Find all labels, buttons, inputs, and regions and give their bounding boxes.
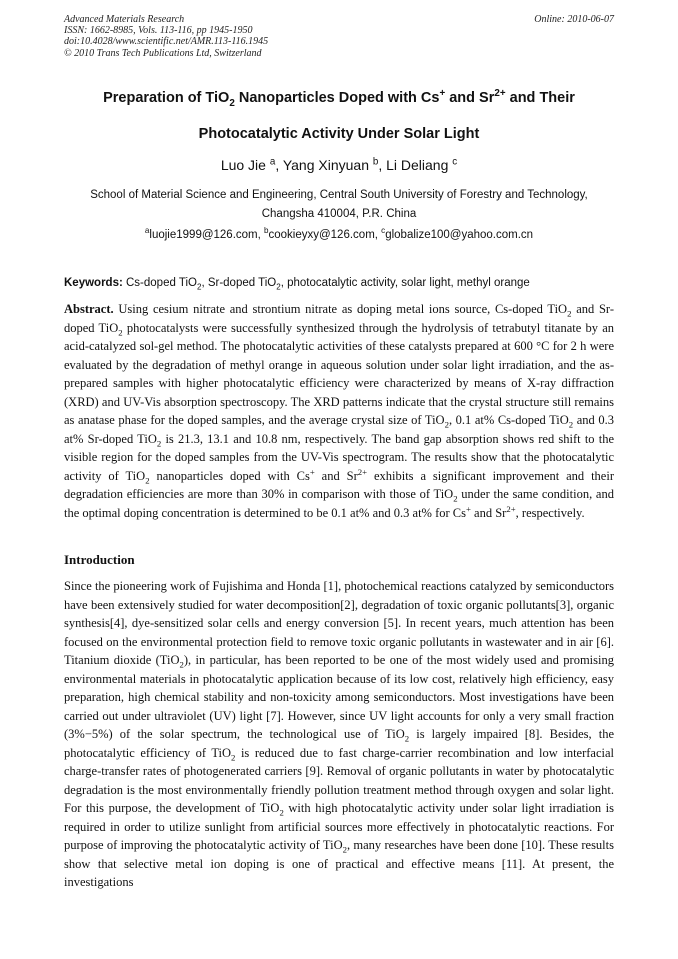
journal-name: Advanced Materials Research: [64, 14, 185, 25]
section-heading-introduction: Introduction: [64, 552, 135, 567]
keywords: Keywords: Cs-doped TiO$_2$, Sr-doped TiO$_2$, photocatalytic activity, solar light, methyl orange: [64, 277, 530, 292]
paper-title-line-1: Preparation of TiO$_2$ Nanoparticles Doped with Cs+ and $Sr^{2+}$ and Their: [103, 88, 575, 109]
doi-line: doi:10.4028/www.scientific.net/AMR.113-116.1945: [64, 36, 269, 48]
online-date: Online: 2010-06-07: [534, 14, 614, 25]
journal-header: [64, 14, 484, 59]
issn-line: ISSN: 1662-8985, Vols. 113-116, pp 1945-1950: [64, 25, 253, 37]
paper-title-line-2: Photocatalytic Activity Under Solar Light: [198, 126, 480, 142]
abstract: Abstract. Using cesium nitrate and strontium nitrate as doping metal ions source, Cs-doped TiO$_2$ and Sr-doped TiO$_2$ photocatalysts were successfully synthesized through the hydrolysis of tetrabutyl titanate by an acid-catalyzed sol-gel method. The photocatalytic activities of these catalysts prepared at 600 °C for 2 h were evaluated by the degradation of methyl orange in aqueous solution under solar light irradiation, and the as-prepared samples with higher photocatalytic efficiency were characterized by means of X-ray diffraction (XRD) and UV-Vis absorption spectroscopy. The XRD patterns indicate that the crystal structure still remains as anatase phase for the doped samples, and the average crystal size of TiO$_2$, 0.1 at% Cs-doped TiO$_2$ and 0.3 at% Sr-doped TiO$_2$ is 21.3, 13.1 and 10.8 nm, respectively. The band gap absorption shows red shift to the visible region for the doped samples from the UV-Vis spectrogram. The results show that the photocatalytic activity of TiO$_2$ nanoparticles doped with Cs+ and $Sr^{2+}$ exhibits a significant improvement and their degradation efficiencies are more than 30% in comparison with those of TiO$_2$ under the same condition, and the optimal doping concentration is determined to be 0.1 at% and 0.3 at% for Cs+ and $Sr^{2+}$, respectively.: [64, 302, 615, 520]
affiliation: School of Material Science and Engineering, Central South University of Forestry and Technology, Changsha 410004, P.R. China: [90, 189, 588, 220]
copyright-line: © 2010 Trans Tech Publications Ltd, Switzerland: [64, 47, 262, 59]
email-link[interactable]: luojie1999@126.com,: [149, 229, 265, 241]
introduction-body: Since the pioneering work of Fujishima and Honda [1], photochemical reactions catalyzed by semiconductors have been extensively studied for water decomposition[2], degradation of toxic organic pollutants[3], organic synthesis[4], dye-sensitized solar cells and energy conversion [5]. In recent years, much attention has been focused on the environmental protection field to remove toxic organic pollutants in wastewater and in air [6]. Titanium dioxide (TiO$_2$), in particular, has been reported to be one of the most widely used and promising environmental materials in photocatalytic application because of its low cost, relatively high efficiency, easy preparation, high chemical stability and non-toxicity among semiconductors. Most investigations have been carried out under ultraviolet (UV) light [7]. However, since UV light accounts for only a very small fraction (3%−5%) of the solar spectrum, the technological use of TiO$_2$ is largely impaired [8]. Besides, the photocatalytic efficiency of TiO$_2$ is reduced due to fast charge-carrier recombination and low interfacial charge-transfer rates of photogenerated carriers [9]. Removal of organic pollutants in water by photocatalytic degradation is the most environmentally friendly pollution treatment method through oxygen and solar light. For this purpose, the development of TiO$_2$ with high photocatalytic activity under solar light irradiation is required in order to utilize sunlight from artificial sources more effectively in photocatalytic reactions. For purpose of improving the photocatalytic activity of TiO$_2$, many researches have been done [10]. These results show that selective metal ion doping is one of practical and effective means [11]. At present, the investigations: [64, 579, 615, 889]
author-emails: $^a$luojie1999@126.com, $^b$cookieyxy@126.com, $^c$globalize100@yahoo.com.cn: [144, 226, 534, 241]
email-link[interactable]: globalize100@yahoo.com.cn: [385, 229, 534, 241]
email-link[interactable]: cookieyxy@126.com,: [268, 229, 382, 241]
author-list: Luo Jie $^a$, Yang Xinyuan $^b$, Li Deliang $^c$: [220, 156, 458, 173]
